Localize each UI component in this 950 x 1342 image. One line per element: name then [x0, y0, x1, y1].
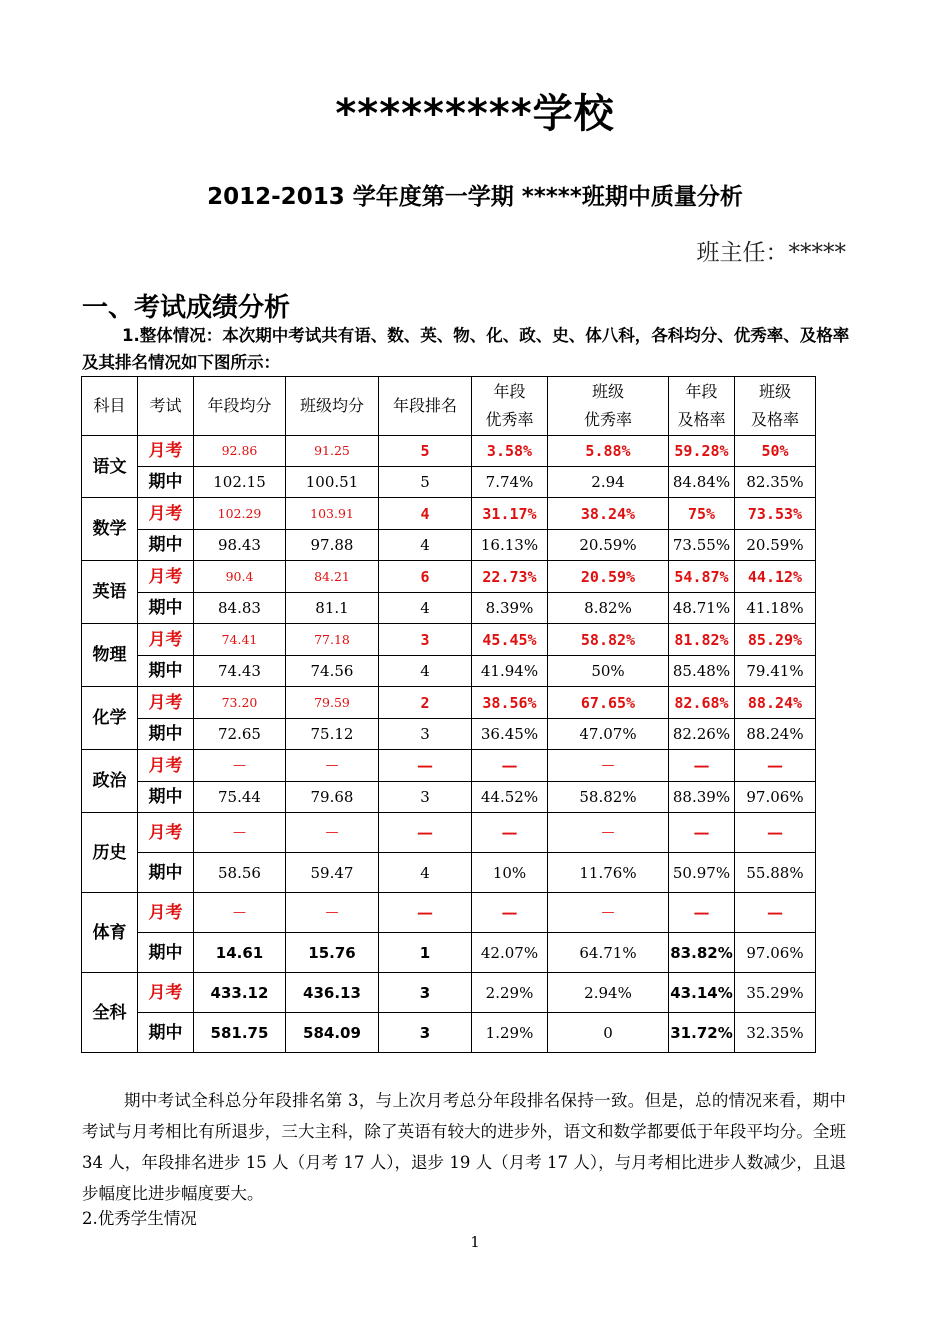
value-cell: 102.29: [194, 498, 286, 530]
value-cell: 50%: [735, 436, 816, 467]
value-cell: —: [735, 750, 816, 782]
table-row: [82, 893, 816, 933]
value-cell: 41.94%: [472, 656, 548, 687]
intro-paragraph: 1.整体情况：本次期中考试共有语、数、英、物、化、政、史、体八科，各科均分、优秀率、及格率及其排名情况如下图所示：: [82, 326, 850, 372]
value-cell: 82.35%: [735, 467, 816, 498]
value-cell: 14.61: [194, 933, 286, 973]
value-cell: 97.06%: [735, 933, 816, 973]
exam-midterm-cell: 期中: [138, 1013, 194, 1053]
value-cell: 3: [379, 782, 472, 813]
value-cell: 85.29%: [735, 624, 816, 656]
value-cell: 4: [379, 593, 472, 624]
value-cell: 58.82%: [548, 782, 669, 813]
exam-midterm-cell: 期中: [138, 719, 194, 750]
value-cell: 8.39%: [472, 593, 548, 624]
value-cell: 74.56: [286, 656, 379, 687]
value-cell: 8.82%: [548, 593, 669, 624]
value-cell: 3: [379, 624, 472, 656]
value-cell: 20.59%: [548, 530, 669, 561]
header-subject: 科目: [82, 377, 138, 436]
value-cell: —: [286, 813, 379, 853]
table-row: [82, 853, 816, 893]
value-cell: 92.86: [194, 436, 286, 467]
table-row: [82, 933, 816, 973]
value-cell: —: [472, 893, 548, 933]
value-cell: 54.87%: [669, 561, 735, 593]
value-cell: 20.59%: [735, 530, 816, 561]
table-row: [82, 973, 816, 1013]
value-cell: —: [286, 893, 379, 933]
value-cell: 79.41%: [735, 656, 816, 687]
value-cell: 3: [379, 719, 472, 750]
header-class-avg: 班级均分: [286, 377, 379, 436]
value-cell: 58.82%: [548, 624, 669, 656]
table-row: [82, 561, 816, 593]
value-cell: 82.26%: [669, 719, 735, 750]
page-number: 1: [470, 1233, 480, 1251]
value-cell: 4: [379, 530, 472, 561]
value-cell: 41.18%: [735, 593, 816, 624]
subsection-title: 2.优秀学生情况: [82, 1209, 197, 1228]
exam-monthly-cell: 月考: [138, 624, 194, 656]
value-cell: 20.59%: [548, 561, 669, 593]
value-cell: —: [379, 750, 472, 782]
table-row: [82, 498, 816, 530]
value-cell: —: [669, 750, 735, 782]
header-grade-excellent: 年段 优秀率: [472, 377, 548, 436]
header-grade-rank: 年段排名: [379, 377, 472, 436]
exam-monthly-cell: 月考: [138, 561, 194, 593]
exam-monthly-cell: 月考: [138, 498, 194, 530]
value-cell: 75.12: [286, 719, 379, 750]
value-cell: —: [735, 813, 816, 853]
value-cell: 11.76%: [548, 853, 669, 893]
value-cell: 59.28%: [669, 436, 735, 467]
value-cell: 91.25: [286, 436, 379, 467]
section-title: 一、考试成绩分析: [82, 293, 291, 323]
exam-midterm-cell: 期中: [138, 853, 194, 893]
value-cell: 84.83: [194, 593, 286, 624]
value-cell: 4: [379, 498, 472, 530]
value-cell: 6: [379, 561, 472, 593]
value-cell: —: [286, 750, 379, 782]
value-cell: 35.29%: [735, 973, 816, 1013]
value-cell: 83.82%: [669, 933, 735, 973]
value-cell: 75%: [669, 498, 735, 530]
header-exam: 考试: [138, 377, 194, 436]
subject-cell: 化学: [82, 687, 138, 750]
value-cell: 73.20: [194, 687, 286, 719]
table-row: [82, 719, 816, 750]
exam-monthly-cell: 月考: [138, 893, 194, 933]
value-cell: 15.76: [286, 933, 379, 973]
value-cell: 31.17%: [472, 498, 548, 530]
value-cell: 38.56%: [472, 687, 548, 719]
value-cell: 32.35%: [735, 1013, 816, 1053]
value-cell: 81.1: [286, 593, 379, 624]
value-cell: 0: [548, 1013, 669, 1053]
table-header-row: [82, 377, 816, 436]
document-subtitle: 2012-2013 学年度第一学期 *****班期中质量分析: [207, 184, 743, 210]
table-row: [82, 530, 816, 561]
value-cell: 50.97%: [669, 853, 735, 893]
value-cell: 84.21: [286, 561, 379, 593]
value-cell: —: [735, 893, 816, 933]
value-cell: —: [669, 893, 735, 933]
table-row: [82, 1013, 816, 1053]
subject-cell: 全科: [82, 973, 138, 1053]
value-cell: 103.91: [286, 498, 379, 530]
value-cell: 584.09: [286, 1013, 379, 1053]
value-cell: 45.45%: [472, 624, 548, 656]
value-cell: 50%: [548, 656, 669, 687]
value-cell: 74.43: [194, 656, 286, 687]
value-cell: 43.14%: [669, 973, 735, 1013]
table-row: [82, 656, 816, 687]
header-grade-avg: 年段均分: [194, 377, 286, 436]
exam-monthly-cell: 月考: [138, 687, 194, 719]
score-table: [81, 376, 816, 1053]
table-row: [82, 624, 816, 656]
value-cell: 31.72%: [669, 1013, 735, 1053]
table-row: [82, 467, 816, 498]
table-row: [82, 782, 816, 813]
value-cell: 22.73%: [472, 561, 548, 593]
value-cell: 81.82%: [669, 624, 735, 656]
value-cell: 2.94: [548, 467, 669, 498]
value-cell: 44.12%: [735, 561, 816, 593]
header-grade-pass: 年段 及格率: [669, 377, 735, 436]
class-teacher: 班主任：*****: [696, 240, 846, 266]
exam-midterm-cell: 期中: [138, 656, 194, 687]
value-cell: 1: [379, 933, 472, 973]
value-cell: 55.88%: [735, 853, 816, 893]
exam-midterm-cell: 期中: [138, 467, 194, 498]
value-cell: —: [548, 893, 669, 933]
subject-cell: 体育: [82, 893, 138, 973]
value-cell: 48.71%: [669, 593, 735, 624]
value-cell: 77.18: [286, 624, 379, 656]
exam-monthly-cell: 月考: [138, 436, 194, 467]
value-cell: 88.24%: [735, 687, 816, 719]
header-class-excellent: 班级 优秀率: [548, 377, 669, 436]
value-cell: —: [669, 813, 735, 853]
subject-cell: 数学: [82, 498, 138, 561]
table-row: [82, 750, 816, 782]
table-row: [82, 687, 816, 719]
analysis-paragraph: 期中考试全科总分年段排名第 3，与上次月考总分年段排名保持一致。但是，总的情况来看，期中考试与月考相比有所退步，三大主科，除了英语有较大的进步外，语文和数学都要低于年段平均分。全班 34 人，年段排名进步 15 人（月考 17 人），退步 19 人（月考 17 人），与月考相比进步人数减少，且退步幅度比进步幅度要大。: [82, 1091, 846, 1203]
value-cell: 79.68: [286, 782, 379, 813]
value-cell: 4: [379, 853, 472, 893]
school-name: *********学校: [335, 91, 615, 137]
subject-cell: 物理: [82, 624, 138, 687]
value-cell: 16.13%: [472, 530, 548, 561]
subject-cell: 历史: [82, 813, 138, 893]
value-cell: 38.24%: [548, 498, 669, 530]
value-cell: —: [194, 750, 286, 782]
exam-monthly-cell: 月考: [138, 750, 194, 782]
value-cell: 10%: [472, 853, 548, 893]
value-cell: 100.51: [286, 467, 379, 498]
value-cell: 3: [379, 1013, 472, 1053]
exam-midterm-cell: 期中: [138, 530, 194, 561]
value-cell: 72.65: [194, 719, 286, 750]
value-cell: 3: [379, 973, 472, 1013]
value-cell: 88.24%: [735, 719, 816, 750]
table-row: [82, 436, 816, 467]
value-cell: 36.45%: [472, 719, 548, 750]
exam-monthly-cell: 月考: [138, 813, 194, 853]
value-cell: 79.59: [286, 687, 379, 719]
value-cell: 42.07%: [472, 933, 548, 973]
value-cell: 3.58%: [472, 436, 548, 467]
value-cell: —: [548, 813, 669, 853]
value-cell: 73.53%: [735, 498, 816, 530]
value-cell: 67.65%: [548, 687, 669, 719]
value-cell: 58.56: [194, 853, 286, 893]
value-cell: —: [379, 813, 472, 853]
value-cell: 4: [379, 656, 472, 687]
value-cell: —: [472, 813, 548, 853]
value-cell: 47.07%: [548, 719, 669, 750]
subject-cell: 语文: [82, 436, 138, 498]
value-cell: 2.29%: [472, 973, 548, 1013]
value-cell: 73.55%: [669, 530, 735, 561]
value-cell: 97.06%: [735, 782, 816, 813]
value-cell: —: [379, 893, 472, 933]
value-cell: 5.88%: [548, 436, 669, 467]
value-cell: 64.71%: [548, 933, 669, 973]
table-row: [82, 813, 816, 853]
exam-midterm-cell: 期中: [138, 933, 194, 973]
value-cell: 102.15: [194, 467, 286, 498]
value-cell: 85.48%: [669, 656, 735, 687]
value-cell: 5: [379, 436, 472, 467]
value-cell: —: [472, 750, 548, 782]
value-cell: —: [194, 813, 286, 853]
value-cell: 75.44: [194, 782, 286, 813]
value-cell: 44.52%: [472, 782, 548, 813]
value-cell: 90.4: [194, 561, 286, 593]
exam-midterm-cell: 期中: [138, 593, 194, 624]
value-cell: 581.75: [194, 1013, 286, 1053]
exam-midterm-cell: 期中: [138, 782, 194, 813]
table-row: [82, 593, 816, 624]
value-cell: —: [548, 750, 669, 782]
value-cell: 88.39%: [669, 782, 735, 813]
value-cell: 5: [379, 467, 472, 498]
subject-cell: 政治: [82, 750, 138, 813]
value-cell: 74.41: [194, 624, 286, 656]
exam-monthly-cell: 月考: [138, 973, 194, 1013]
value-cell: 1.29%: [472, 1013, 548, 1053]
value-cell: 84.84%: [669, 467, 735, 498]
value-cell: 2: [379, 687, 472, 719]
value-cell: 436.13: [286, 973, 379, 1013]
value-cell: 7.74%: [472, 467, 548, 498]
subject-cell: 英语: [82, 561, 138, 624]
value-cell: 82.68%: [669, 687, 735, 719]
value-cell: 2.94%: [548, 973, 669, 1013]
value-cell: 98.43: [194, 530, 286, 561]
value-cell: 59.47: [286, 853, 379, 893]
value-cell: 97.88: [286, 530, 379, 561]
value-cell: 433.12: [194, 973, 286, 1013]
header-class-pass: 班级 及格率: [735, 377, 816, 436]
value-cell: —: [194, 893, 286, 933]
